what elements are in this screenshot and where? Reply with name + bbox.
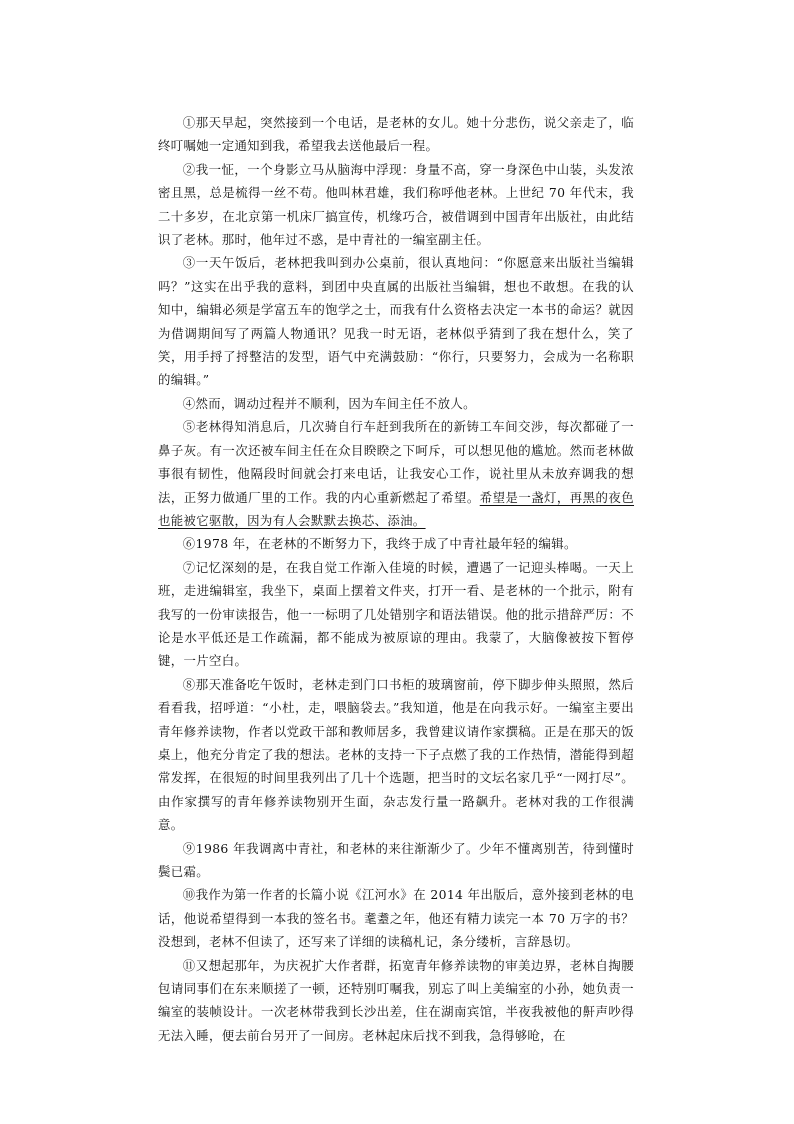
paragraph-3: ③一天午饭后，老林把我叫到办公桌前，很认真地问：“你愿意来出版社当编辑吗？”这实在出乎我的意料，到团中央直属的出版社当编辑，想也不敢想。在我的认知中，编辑必须是学富五车的饱学之士，而我有什么资格去决定一本书的命运？就因为借调期间写了两篇人物通讯？见我一时无语，老林似乎猜到了我在想什么，笑了笑，用手捋了捋整洁的发型，语气中充满鼓励：“你行，只要努力，会成为一名称职的编辑。” <box>158 255 634 388</box>
paragraph-7: ⑦记忆深刻的是，在我自觉工作渐入佳境的时候，遭遇了一记迎头棒喝。一天上班，走进编辑室，我坐下，桌面上摆着文件夹，打开一看、是老林的一个批示，附有我写的一份审读报告，他一一标明了几处错别字和语法错误。他的批示措辞严厉：不论是水平低还是工作疏漏，都不能成为被原谅的理由。我蒙了，大脑像被按下暂停键，一片空白。 <box>158 559 634 669</box>
paragraph-8: ⑧那天准备吃午饭时，老林走到门口书柜的玻璃窗前，停下脚步伸头照照，然后看看我，招呼道：“小杜，走，喂脑袋去。”我知道，他是在向我示好。一编室主要出青年修养读物，作者以党政干部和教师居多，我曾建议请作家撰稿。正是在那天的饭桌上，他充分肯定了我的想法。老林的支持一下子点燃了我的工作热情，潜能得到超常发挥，在很短的时间里我列出了几十个选题，把当时的文坛名家几乎“一网打尽”。由作家撰写的青年修养读物别开生面，杂志发行量一路飙升。老林对我的工作很满意。 <box>158 676 634 833</box>
paragraph-10: ⑩我作为第一作者的长篇小说《江河水》在 2014 年出版后，意外接到老林的电话，他说希望得到一本我的签名书。耄耋之年，他还有精力读完一本 70 万字的书？没想到，老林不但读了，还写来了详细的读稿札记，条分缕析，言辞恳切。 <box>158 887 634 950</box>
paragraph-4: ④然而，调动过程并不顺利，因为车间主任不放人。 <box>182 395 476 411</box>
underlined-sentence: 希望是一盏灯，再黑的夜色也能被它驱散，因为有人会默默去换芯、添油。 <box>158 489 635 528</box>
paragraph-5-text: ⑤老林得知消息后，几次骑自行车赶到我所在的新铸工车间交涉，每次都碰了一鼻子灰。有一次还被车间主任在众目睽睽之下呵斥，可以想见他的尴尬。然而老林做事很有韧性，他隔段时间就会打来电话，让我安心工作，说社里从未放弃调我的想法，正努力做通厂里的工作。我的内心重新燃起了希望。 <box>158 419 634 505</box>
paragraph-5 <box>158 415 634 532</box>
paragraph-2: ②我一怔，一个身影立马从脑海中浮现：身量不高，穿一身深色中山装，头发浓密且黑，总是梳得一丝不苟。他叫林君雄，我们称呼他老林。上世纪 70 年代末，我二十多岁，在北京第一机床厂搞宣传，机缘巧合，被借调到中国青年出版社，由此结识了老林。那时，他年过不惑，是中青社的一编室副主任。 <box>158 161 634 248</box>
paragraph-6: ⑥1978 年，在老林的不断努力下，我终于成了中青社最年轻的编辑。 <box>182 536 577 552</box>
paragraph-11: ⑪又想起那年，为庆祝扩大作者群，拓宽青年修养读物的审美边界，老林自掏腰包请同事们在东来顺搓了一顿，还特别叮嘱我，别忘了叫上美编室的小孙，她负责一编室的装帧设计。一次老林带我到长沙出差，住在湖南宾馆，半夜我被他的鼾声吵得无法入睡，便去前台另开了一间房。老林起床后找不到我，急得够呛，在 <box>158 957 634 1043</box>
article-body <box>158 111 634 1047</box>
paragraph-1: ①那天早起，突然接到一个电话，是老林的女儿。她十分悲伤，说父亲走了，临终叮嘱她一定通知到我，希望我去送他最后一程。 <box>158 115 634 154</box>
paragraph-9: ⑨1986 年我调离中青社，和老林的来往渐渐少了。少年不懂离别苦，待到懂时鬓已霜。 <box>158 840 634 879</box>
